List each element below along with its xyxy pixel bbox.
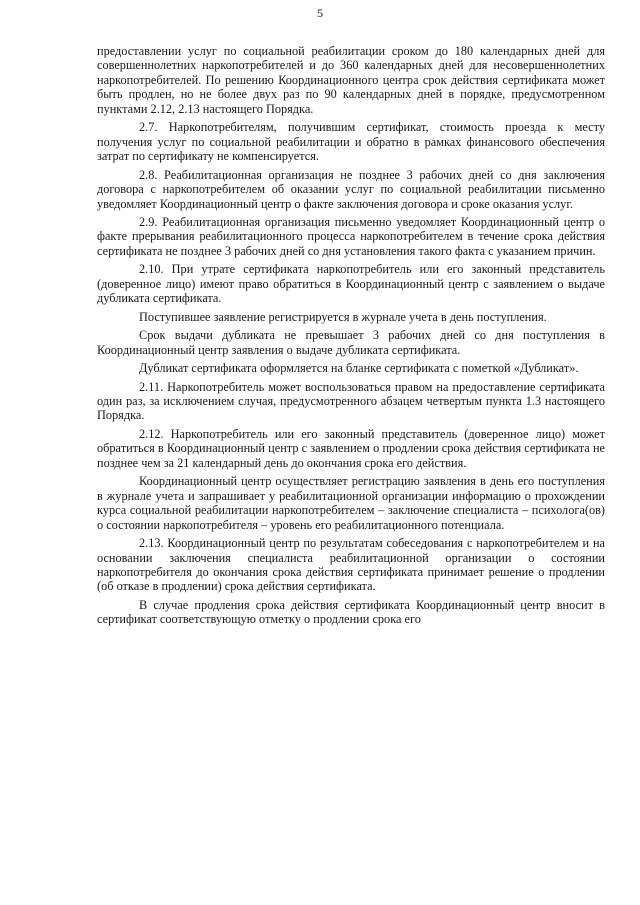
paragraph-2-11: 2.11. Наркопотребитель может воспользоваться правом на предоставление сертификата один раз, за исключением случая, предусмотренного абзацем четвертым пункта 1.3 настоящего Порядка. bbox=[97, 379, 605, 423]
paragraph-duplicate-term: Срок выдачи дубликата не превышает 3 рабочих дней со дня поступления в Координационный центр заявления о выдаче дубликата сертификата. bbox=[97, 328, 605, 357]
paragraph-2-12: 2.12. Наркопотребитель или его законный представитель (доверенное лицо) может обратиться в Координационный центр с заявлением о продлении срока действия сертификата не позднее чем за 21 календарный день до окончания срока его действия. bbox=[97, 426, 605, 470]
paragraph-2-9: 2.9. Реабилитационная организация письменно уведомляет Координационный центр о факте прерывания реабилитационного процесса наркопотребителем в течение срока действия сертификата не позднее 3 рабочих дней со дня установления такого факта с указанием причин. bbox=[97, 214, 605, 258]
paragraph-continuation: предоставлении услуг по социальной реабилитации сроком до 180 календарных дней для совершеннолетних наркопотребителей и до 360 календарных дней для несовершеннолетних наркопотребителей. По решению Координационного центра срок действия сертификата может быть продлен, но не более двух раз по 90 календарных дней в порядке, предусмотренном пунктами 2.12, 2.13 настоящего Порядка. bbox=[97, 44, 605, 116]
paragraph-center-registration: Координационный центр осуществляет регистрацию заявления в день его поступления в журнале учета и запрашивает у реабилитационной организации информацию о прохождении курса социальной реабилитации наркопотребителем – заключение специалиста – психолога(ов) о состоянии наркопотребителя – уровень его реабилитационного потенциала. bbox=[97, 474, 605, 532]
paragraph-extension-note: В случае продления срока действия сертификата Координационный центр вносит в сертификат соответствующую отметку о продлении срока его bbox=[97, 597, 605, 627]
paragraph-registration: Поступившее заявление регистрируется в журнале учета в день поступления. bbox=[139, 309, 547, 324]
document-body bbox=[97, 44, 605, 631]
page-number: 5 bbox=[317, 6, 323, 20]
paragraph-2-10: 2.10. При утрате сертификата наркопотребитель или его законный представитель (доверенное лицо) имеют право обратиться в Координационный центр с заявлением о выдаче дубликата сертификата. bbox=[97, 262, 605, 306]
paragraph-2-8: 2.8. Реабилитационная организация не позднее 3 рабочих дней со дня заключения договора с наркопотребителем об оказании услуг по социальной реабилитации письменно уведомляет Координационный центр о факте заключения договора и сроке оказания услуг. bbox=[97, 167, 605, 211]
paragraph-2-13: 2.13. Координационный центр по результатам собеседования с наркопотребителем и на основании заключения специалиста реабилитационной организации о состоянии наркопотребителя до окончания срока действия сертификата принимает решение о продлении (об отказе в продлении) срока действия сертификата. bbox=[97, 536, 605, 594]
paragraph-2-7: 2.7. Наркопотребителям, получившим сертификат, стоимость проезда к месту получения услуг по социальной реабилитации и обратно в рамках финансового обеспечения затрат по сертификату не компенсируется. bbox=[97, 120, 605, 164]
paragraph-duplicate-form: Дубликат сертификата оформляется на бланке сертификата с пометкой «Дубликат». bbox=[139, 361, 579, 376]
